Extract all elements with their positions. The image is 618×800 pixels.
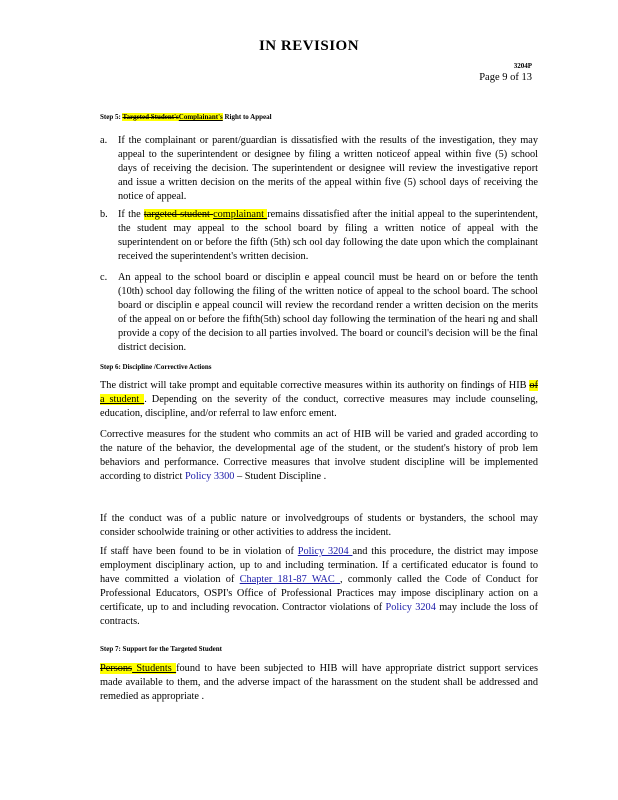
item-label: c. bbox=[100, 272, 108, 283]
para-text: Corrective measures for the student who commits an act of HIB will be varied and graded according to the nature of the behavior, the developmental age of the student, or the student's history of prob lem behaviors and performance. Corrective measures that involve student discipline will be implemented according to district bbox=[100, 429, 538, 482]
item-text: If the complainant or parent/guardian is dissatisfied with the results of the investigation, they may appeal to the superintendent or designee by filing a written noticeof appeal within five (5) school days of receiving the decision. The superintendent or designee will review the investigative report and issue a written decision on the merits of the appeal within five (5) school days of receiving the notice of appeal. bbox=[118, 135, 538, 202]
para-text: found to have been subjected to HIB will have appropriate district support services made available to them, and the adverse impact of the harassment on the student shall be addressed and remedied as appropriate . bbox=[100, 663, 539, 702]
step7-deleted-text: Persons bbox=[100, 663, 133, 674]
step6-deleted-text: of bbox=[529, 380, 538, 391]
para-text: If staff have been found to be in violation of bbox=[100, 546, 298, 557]
para-text: may include the loss of contracts. bbox=[100, 602, 539, 627]
para-text: and this procedure, the district may impose employment disciplinary action, up to and including termination. If a certificated educator is found to have committed a violation of bbox=[100, 546, 539, 585]
step6-paragraph-3: If the conduct was of a public nature or involvedgroups of students or bystanders, the school may consider schoolwide training or other activities to address the incident. bbox=[100, 513, 538, 538]
step6-paragraph-1 bbox=[100, 379, 538, 421]
item-label: b. bbox=[100, 209, 108, 220]
step7-inserted-text: Students bbox=[132, 663, 177, 674]
step5-item-c bbox=[100, 271, 538, 355]
step5-heading bbox=[100, 113, 272, 121]
item-b-deleted-text: targeted student bbox=[143, 209, 214, 220]
step6-heading: Step 6: Discipline /Corrective Actions bbox=[100, 363, 212, 371]
item-b-inserted-text: complainant bbox=[213, 209, 268, 220]
step6-inserted-text: a student bbox=[100, 394, 145, 405]
step7-heading: Step 7: Support for the Targeted Student bbox=[100, 645, 222, 653]
item-text-rest: remains dissatisfied after the initial appeal to the superintendent, the student may appeal to the school board by filing a written notice of appeal with the superintendent on or before the fifth (5th) sch ool day following the date upon which the complainant received the superintendent's written decision. bbox=[118, 209, 538, 262]
step5-item-a bbox=[100, 134, 538, 204]
step5-item-b bbox=[100, 208, 538, 264]
step5-label: Step 5: bbox=[100, 113, 123, 121]
item-text bbox=[118, 208, 538, 264]
item-text: An appeal to the school board or disciplin e appeal council must be heard on or before the tenth (10th) school day following the filing of the written notice of appeal to the school board. The school board or disciplin e appeal council will review the recordand render a written decision on the merits of the appeal on or before the fifth(5th) school day following the termination of the heari ng and shall provide a copy of the decision to all parties involved. The board or council's decision will be the final district decision. bbox=[118, 272, 538, 353]
step7-paragraph bbox=[100, 662, 538, 704]
para-text: . Depending on the severity of the conduct, corrective measures may include counseling, education, discipline, and/or referral to law enforc ement. bbox=[100, 394, 538, 419]
para-text: The district will take prompt and equitable corrective measures within its authority on findings of HIB bbox=[100, 380, 530, 391]
page-number: Page 9 of 13 bbox=[479, 72, 532, 83]
chapter-181-87-wac-link[interactable]: Chapter 181-87 WAC bbox=[239, 574, 340, 585]
policy-3204-link[interactable]: Policy 3204 bbox=[297, 546, 353, 557]
policy-3300-link[interactable]: Policy 3300 bbox=[184, 471, 235, 482]
item-label: a. bbox=[100, 135, 108, 146]
para-text: , commonly called the Code of Conduct for Professional Educators, OSPI's Office of Professional Practices may impose disciplinary action on a certificate, up to and including revocation. Contractor violations of bbox=[100, 574, 538, 613]
step5-inserted-text: Complainant's bbox=[178, 113, 223, 121]
step5-heading-rest: Right to Appeal bbox=[222, 113, 272, 121]
step6-paragraph-4 bbox=[100, 545, 538, 629]
step5-deleted-text: Targeted Student's bbox=[122, 113, 179, 121]
policy-code: 3204P bbox=[513, 62, 532, 70]
para-text: – Student Discipline . bbox=[234, 471, 327, 482]
policy-3204-link-2[interactable]: Policy 3204 bbox=[385, 602, 436, 613]
item-text-pre: If the bbox=[118, 209, 144, 220]
step6-paragraph-2 bbox=[100, 428, 538, 484]
document-title: IN REVISION bbox=[258, 38, 360, 54]
